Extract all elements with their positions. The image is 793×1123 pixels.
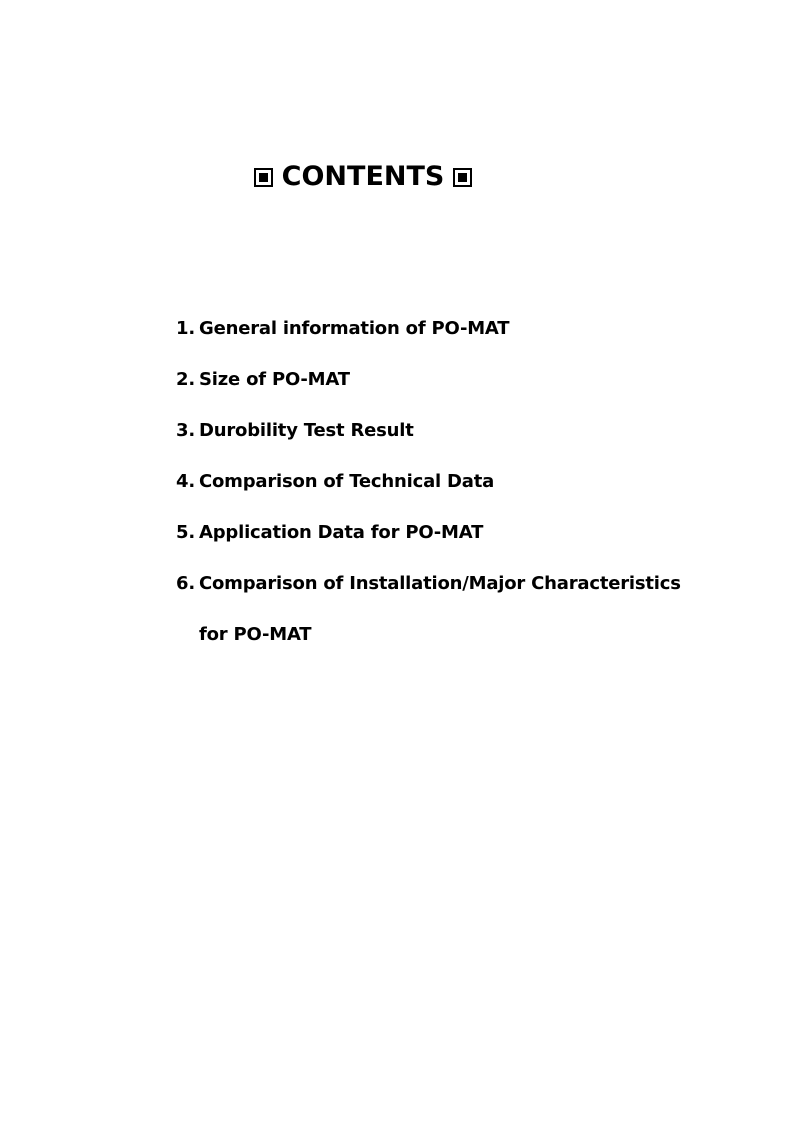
toc-number: 2. [176,369,195,390]
toc-item-4 [176,469,756,495]
page-title [0,159,726,195]
toc-item-5 [176,520,756,546]
toc-text-continuation: for PO-MAT [199,624,312,645]
title-text: CONTENTS [281,161,445,192]
toc-text: Durobility Test Result [199,420,414,441]
table-of-contents [176,316,756,673]
toc-text: Comparison of Technical Data [199,471,495,492]
toc-number: 1. [176,318,195,339]
toc-item-2 [176,367,756,393]
toc-item-6 [176,571,756,597]
toc-text: Comparison of Installation/Major Characteristics [199,573,681,594]
box-icon [254,168,273,187]
toc-item-6-continuation [176,622,756,648]
toc-text: Application Data for PO-MAT [199,522,484,543]
toc-number: 5. [176,522,195,543]
toc-number: 6. [176,573,195,594]
toc-number: 3. [176,420,195,441]
toc-text: General information of PO-MAT [199,318,510,339]
toc-item-3 [176,418,756,444]
toc-item-1 [176,316,756,342]
toc-text: Size of PO-MAT [199,369,350,390]
box-icon [453,168,472,187]
toc-number: 4. [176,471,195,492]
